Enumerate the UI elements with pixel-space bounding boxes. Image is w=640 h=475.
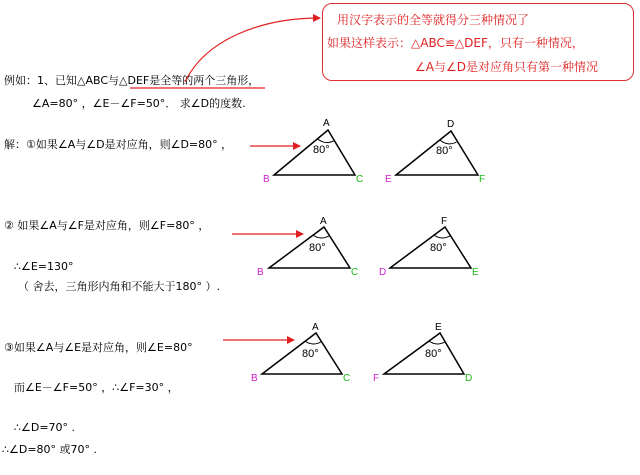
case1-text: 解：①如果∠A与∠D是对应角，则∠D=80° ， <box>4 138 233 151</box>
case2-tri2-angle: 80° <box>430 242 447 254</box>
case1-tri2-vertex-right: F <box>479 174 486 185</box>
case2-tri2-vertex-right: E <box>472 267 479 278</box>
case2-line2: ∴∠E=130° <box>14 260 74 273</box>
problem-given: ∠A=80° ，∠E－∠F=50°． 求∠D的度数. <box>32 97 246 110</box>
callout-line-2: 如果这样表示：△ABC≌△DEF，只有一种情况， <box>327 36 584 50</box>
case2-tri2-vertex-left: D <box>379 267 387 278</box>
case3-tri1-angle: 80° <box>302 348 319 360</box>
case3-line2: 而∠E－∠F=50° ，∴∠F=30° ， <box>14 381 179 394</box>
case2-tri2-vertex-top: F <box>441 216 448 227</box>
callout-line-1: 用汉字表示的全等就得分三种情况了 <box>337 13 530 27</box>
case3-line3: ∴∠D=70° . <box>14 421 76 434</box>
callout-line-3: ∠A与∠D是对应角只有第一种情况 <box>415 60 598 74</box>
case2-tri1-vertex-left: B <box>257 267 264 278</box>
case1-tri1-vertex-right: C <box>356 174 364 185</box>
case1-tri2-angle: 80° <box>436 145 453 157</box>
case2-text: ② 如果∠A与∠F是对应角，则∠F=80° ， <box>4 219 210 232</box>
triangle-efd-3 <box>384 333 464 374</box>
case3-tri2-vertex-left: F <box>373 373 380 384</box>
callout-connector-arrow <box>185 18 320 82</box>
case1-tri1-angle: 80° <box>313 144 330 156</box>
case3-conclusion: ∴∠D=80° 或70° . <box>2 443 98 456</box>
case2-tri1-vertex-top: A <box>320 216 327 227</box>
problem-intro: 例如：1、已知△ABC与△DEF是全等的两个三角形， <box>4 74 260 87</box>
case1-tri1-vertex-top: A <box>323 118 330 129</box>
case3-tri1-vertex-left: B <box>251 373 258 384</box>
case1-tri1-vertex-left: B <box>263 174 270 185</box>
case1-tri2-vertex-top: D <box>447 119 455 130</box>
case3-tri2-vertex-top: E <box>435 322 442 333</box>
case3-tri2-angle: 80° <box>425 348 442 360</box>
case2-tri1-vertex-right: C <box>351 267 359 278</box>
case3-tri2-vertex-right: D <box>465 373 473 384</box>
case1-tri2-vertex-left: E <box>385 174 392 185</box>
case3-text: ③如果∠A与∠E是对应角，则∠E=80° <box>4 341 193 354</box>
case3-tri1-vertex-right: C <box>343 373 351 384</box>
case2-tri1-angle: 80° <box>309 242 326 254</box>
case2-line3: （ 舍去，三角形内角和不能大于180° ）. <box>18 280 220 293</box>
case3-tri1-vertex-top: A <box>312 322 319 333</box>
